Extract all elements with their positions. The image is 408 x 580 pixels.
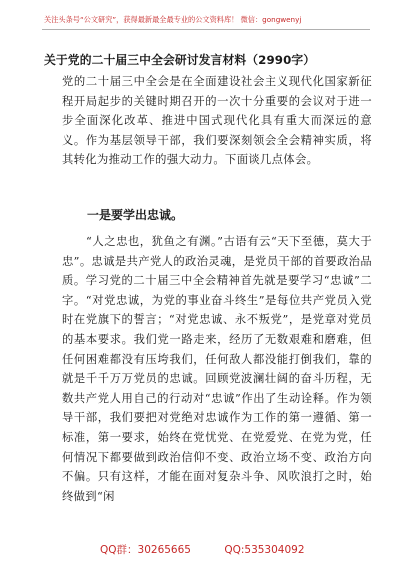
intro-paragraph: 党的二十届三中全会是在全面建设社会主义现代化国家新征程开局起步的关键时期召开的一次十分重要的会议对于进一步全面深化改革、推进中国式现代化具有重大而深远的意义。作为基层领导干部，我们要深刻领会全会精神实质，将其转化为推动工作的强大动力。下面谈几点体会。 [62, 75, 372, 167]
document-title: 关于党的二十届三中全会研讨发言材料（2990字） [44, 53, 316, 67]
section-heading: 一是要学出忠诚。 [87, 208, 184, 222]
section-body-paragraph: “人之忠也，犹鱼之有渊。”古语有云“天下至德，莫大于忠”。忠诚是共产党人的政治灵魂，是党员干部的首要政治品质。学习党的二十届三中全会精神首先就是要学习“忠诚”二字。“对党忠诚，为党的事业奋斗终生”是每位共产党员入党时在党旗下的誓言；“对党忠诚、永不叛党”，是党章对党员的基本要求。我们党一路走来，经历了无数艰难和磨难，但任何困难都没有压垮我们，任何敌人都没能打倒我们，靠的就是千千万万党员的忠诚。回顾党波澜壮阔的奋斗历程，无数共产党人用自己的行动对“忠诚”作出了生动诠释。作为领导干部，我们要把对党绝对忠诚作为工作的第一遵循、第一标准，第一要求，始终在党忧党、在党爱党、在党为党，任何情况下都要做到政治信仰不变、政治立场不变、政治方向不偏。只有这样，才能在面对复杂斗争、风吹浪打之时，始终做到“闲 [62, 235, 372, 503]
qq-group-text: QQ群：30265665 [100, 544, 191, 556]
header-divider [42, 29, 370, 30]
qq-number-text: QQ:535304092 [224, 544, 305, 556]
header-banner: 关注头条号“公文研究”，获得最新最全最专业的公文资料库！ 微信：gongwenyj [44, 15, 302, 24]
footer-contact [100, 542, 400, 557]
